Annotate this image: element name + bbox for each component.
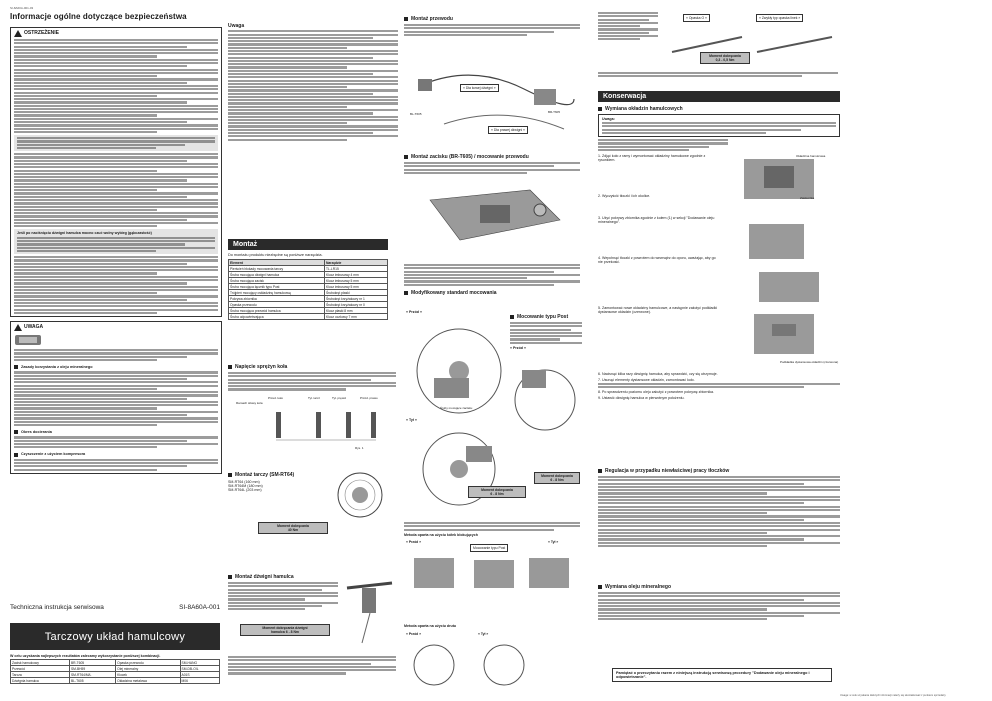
pad-step-2: 2. Wyczyścić tłoczki i ich okolice. <box>598 194 651 198</box>
shaded-note <box>14 135 218 151</box>
table-header: Element Narzędzie <box>229 260 388 266</box>
disc-rotor-diagram <box>330 470 394 520</box>
post-title: Mocowanie typu Post <box>517 314 569 320</box>
table-row: Śruba mocująca dźwigni hamulca Klucz imbusowy 4 mm <box>229 272 388 278</box>
table-row: Zacisk hamulcowy BR-T605 Opaska przewodu SM-HANG <box>11 660 220 666</box>
table-row: Pierścień blokady mocowania tarczy TL-LR15 <box>229 266 388 272</box>
post-front-label: « Przód » <box>510 345 526 350</box>
bullet-icon <box>228 365 232 369</box>
adapter-front-label: « Przód » <box>406 310 422 314</box>
pad-steps-later <box>598 372 840 400</box>
pin-label: Zawleczka <box>800 196 815 200</box>
post-torque: Moment dokręcania 6 - 8 Nm <box>534 472 580 484</box>
caution2-label: Uwaga <box>228 23 245 29</box>
adapter-bolts-label: Śruby mocujące zacisku <box>440 406 473 410</box>
spring-label-front-right: Przód. prawo <box>360 396 378 400</box>
caution-label: UWAGA <box>24 324 44 331</box>
method-wire-diagram <box>404 640 580 695</box>
caliper-section <box>404 150 580 174</box>
footer-reminder: Pamiętać o przeczytaniu razem z niniejszą instrukcją serwisową procedury "Dodawanie oleju mineralnego i odpowietrzanie". <box>612 668 832 682</box>
bullet-icon <box>598 469 602 473</box>
pad-step-5: 5. Zamontować nowe okładziny hamulcowe, a następnie założyć podkładki dystansowe okładzin (czerwone). <box>598 306 718 314</box>
piston-adjust-section <box>598 464 840 547</box>
montaz-intro: Do montażu produktu niezbędne są poniższe narzędzia. <box>228 253 323 257</box>
bullet-icon <box>598 107 602 111</box>
band-o-callout: « Opaska O » <box>683 14 710 22</box>
spring-label-rear-disc: Tył. tarcz <box>308 396 321 400</box>
post-section <box>510 314 582 350</box>
warning-box <box>10 27 222 317</box>
pad-step-3: 3. Użyć pokrywy zbiornika zgodnie z kołem (1) w sekcji "Dodawanie oleju mineralnego". <box>598 216 715 224</box>
bullet-icon <box>14 365 18 369</box>
pad-note-label: Uwaga: <box>602 117 615 121</box>
band-torque: Moment dokręcania 0,3 - 0,5 Nm <box>700 52 750 64</box>
lever-diagram <box>342 578 398 648</box>
caliper-diagram <box>420 180 570 258</box>
pad-step-4: 4. Wepchnąć tłoczki z powrotem do wewnątrz do oporu, uważając, aby go nie przekosić. <box>598 256 716 264</box>
warning-triangle-icon <box>14 30 22 37</box>
column-2 <box>228 24 398 141</box>
method2-rear: « Tył » <box>478 632 489 636</box>
table-row: Pokrywa zbiornika Śrubokręt krzyżakowy nr 1 <box>229 296 388 302</box>
maintenance-section <box>598 88 840 151</box>
method-post-label: Mocowanie typu Post <box>470 544 508 552</box>
band-intro <box>598 12 658 40</box>
pad-label: Okładzina hamulcowa <box>796 154 826 158</box>
bullet-icon <box>14 453 18 457</box>
caliper-title: Montaż zacisku (BR-T605) / mocowanie przewodu <box>411 154 529 160</box>
adapter-intro <box>404 264 580 298</box>
adapter-rear-label: « Tył » <box>406 418 417 422</box>
disc-model-203: SM-RT64L (203 mm) <box>228 488 262 492</box>
pad-replacement-diagrams <box>724 154 840 364</box>
oil-change-title: Wymiana oleju mineralnego <box>605 584 672 590</box>
service-title: Techniczna instrukcja serwisowa <box>10 604 104 611</box>
hose-callout-right: « Dla prawej dźwigni » <box>488 126 528 134</box>
bullet-icon <box>228 473 232 477</box>
spring-label-rear: Tył. pręwci <box>332 396 347 400</box>
maintenance-title: Konserwacja <box>598 91 840 102</box>
bullet-icon <box>404 155 408 159</box>
rys1-label: Rys. 1 <box>355 446 364 450</box>
booklet-title: Tarczowy układ hamulcowy <box>10 623 220 650</box>
pad-step-7: 7. Usunąć elementy dystansowe okładzin, zamontować koło. <box>598 378 695 382</box>
piston-adjust-title: Regulacja w przypadku niewłaściwej pracy tłoczków <box>605 468 730 474</box>
pad-steps <box>598 154 718 356</box>
spring-label-frame: Ramach siłowy kola <box>236 401 263 405</box>
combination-table <box>10 659 220 684</box>
highlight-title: Jeśli po naciśnięciu dźwigni hamulca mocno czuć wolny wybieg (gąbczastość) <box>17 231 152 236</box>
pad-step-6: 6. Nacisnąć kilka razy dźwignię hamulca, aby sprawdzić, czy się utrzymuje. <box>598 372 718 376</box>
method-front: « Przód » <box>406 540 422 544</box>
bullet-icon <box>404 17 408 21</box>
method-locking-diagram <box>404 548 580 618</box>
doc-id: SI-8A60A-001-03 <box>10 6 34 10</box>
caution-box <box>10 321 222 474</box>
disc-torque: Moment dokręcania 40 Nm <box>258 522 328 534</box>
page-title: Informacje ogólne dotyczące bezpieczeństwa <box>10 12 187 21</box>
hose-callout-left: « Dla kowej dźwigni » <box>460 84 499 92</box>
band-normal-callout: « Zwykły typ opaska linek » <box>756 14 803 22</box>
red-spacer-label: Podkładka dystansowa okładzin (czerwona) <box>780 360 839 364</box>
table-row: Śruba mocująca przewód hamulca Klucz płaski 8 mm <box>229 308 388 314</box>
table-row: Śruba mocująca łącznik typu Post Klucz imbusowy 5 mm <box>229 284 388 290</box>
combination-block <box>10 654 220 684</box>
oil-change-section <box>598 580 840 620</box>
service-row <box>10 604 220 611</box>
adapter-torque: Moment dokręcania 6 - 8 Nm <box>468 486 526 498</box>
table-row: Przewód SM-BH59 Olej mineralny SM-DB-OIL <box>11 666 220 672</box>
lever-title: Montaż dźwigni hamulca <box>235 574 294 580</box>
hose-title: Montaż przewodu <box>411 16 453 22</box>
lever-torque: Moment dokręcania dźwigni hamulca 6 - 8 Nm <box>240 624 330 636</box>
band-note <box>598 72 838 77</box>
montaz-section <box>228 236 388 320</box>
disc-title: Montaż tarczy (SM-RT64) <box>235 472 295 478</box>
highlight-box <box>14 229 218 254</box>
spring-label-front: Przed. koło <box>268 396 284 400</box>
bottom-fine-print: Uwaga: w celu uzyskania dalszych informacji należy się skontaktować z punktem sprzedaży. <box>840 694 947 697</box>
pad-step-1: 1. Zdjąć koło z ramy i wymontować okładziny hamulcowe zgodnie z rysunkiem. <box>598 154 706 162</box>
hose-section <box>404 12 580 36</box>
warning-text <box>14 39 218 133</box>
hose-band-diagram <box>662 22 840 72</box>
break-in-header: Okres docierania <box>21 430 52 435</box>
service-code: SI-8A60A-001 <box>179 604 220 611</box>
combination-caption: W celu uzyskania najlepszych rezultatów zalecamy wykorzystanie poniższej kombinacji. <box>10 654 161 658</box>
bullet-icon <box>510 315 514 319</box>
table-row: Opaska przewodu Śrubokręt krzyżakowy nr 0 <box>229 302 388 308</box>
hose-label-caliper: BR-T605 <box>548 110 561 114</box>
tools-table <box>228 259 388 320</box>
method-section <box>404 522 580 537</box>
lever-body-text <box>228 656 396 675</box>
method-rear: « Tył » <box>548 540 559 544</box>
method-title: Metoda oparta na użyciu kółek blokujących <box>404 532 478 537</box>
table-row: Trójpień mocujący oskładzinę hamulcową Śrubokręt płaski <box>229 290 388 296</box>
spring-title: Napięcie sprężyn koła <box>235 364 288 370</box>
disc-model-160: SM-RT64 (160 mm) <box>228 480 260 484</box>
pad-step-8: 8. Po sprawdzeniu poziomu oleju założyć z powrotem pokrywę zbiornika. <box>598 390 715 395</box>
hose-label-lever: BL-T605 <box>410 112 422 116</box>
adapter-title: Modyfikowany standard mocowania <box>411 289 497 296</box>
oil-rules-header: Zasady korzystania z oleju mineralnego <box>21 365 93 370</box>
spring-section <box>228 360 396 391</box>
disc-model-180: SM-RT64M (180 mm) <box>228 484 263 488</box>
pad-step-9: 9. Ustawić dźwignię hamulca w pierwotnym położeniu. <box>598 396 685 401</box>
spring-tension-diagram <box>236 400 386 445</box>
table-row: Dźwignia hamulca BL-T605 Okładzina metalowa M06 <box>11 678 220 684</box>
brake-pad-icon <box>14 333 42 347</box>
pad-note-box <box>598 114 840 137</box>
caution-triangle-icon <box>14 324 22 331</box>
bullet-icon <box>598 585 602 589</box>
montaz-title: Montaż <box>228 239 388 250</box>
bullet-icon <box>14 430 18 434</box>
bullet-icon <box>228 575 232 579</box>
pad-section-title: Wymiana okładzin hamulcowych <box>605 106 683 112</box>
table-row: Tarcza SM-RT64/M/L Klocek A01S <box>11 672 220 678</box>
column-1 <box>10 24 222 474</box>
table-row: Śruba mocująca zacisk Klucz imbusowy 5 mm <box>229 278 388 284</box>
bullet-icon <box>404 291 408 295</box>
method2-front: « Przód » <box>406 632 422 636</box>
table-row: Śruba odpowietrzająca Klucz oczkowy 7 mm <box>229 314 388 320</box>
compressor-header: Czyszczenie z użyciem kompresora <box>21 452 86 457</box>
post-mount-diagram <box>510 360 580 440</box>
warning-label: OSTRZEŻENIE <box>24 30 60 37</box>
method2-title: Metoda oparta na użyciu drutu <box>404 624 457 628</box>
